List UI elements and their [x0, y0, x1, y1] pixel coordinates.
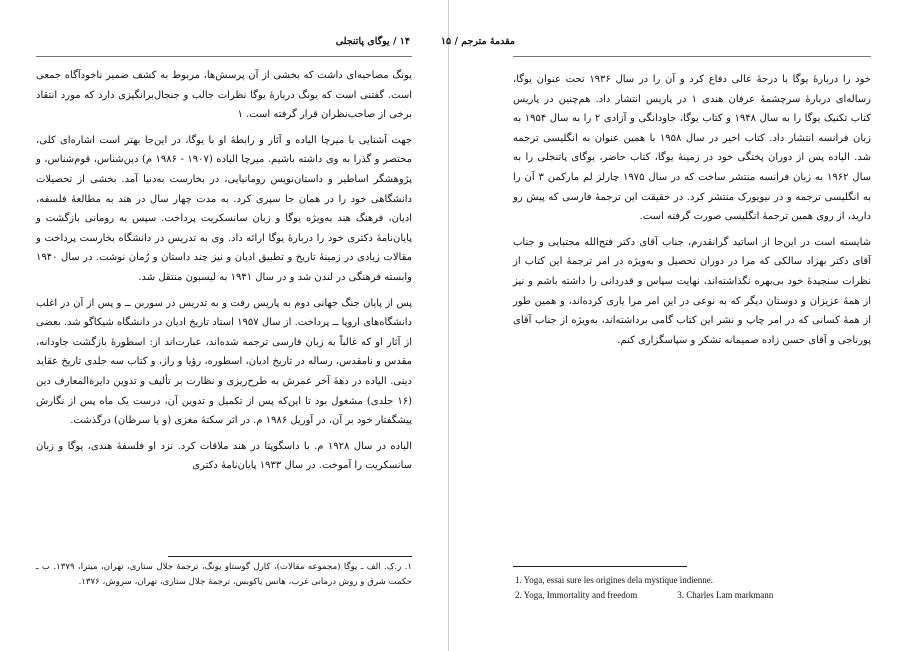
paragraph: خود را دربارهٔ یوگا با درجهٔ عالی دفاع کرد و آن را در سال ۱۹۳۶ تحت عنوان یوگا، رساله‌ای دربارهٔ سرچشمهٔ عرفان هندی ۱ در پاریس انتشار داد. هم‌چنین در پاریس کتاب تکنیک یوگا را به سال ۱۹۴۸ و کتاب یوگا، جاودانگی و آزادی ۲ را به سال ۱۹۵۴ به زبان فرانسه انتشار داد. کتاب اخیر در سال ۱۹۵۸ با همین عنوان به انگلیسی ترجمه شد. الیاده پس از دوران پختگی خود در زمینهٔ یوگا، کتاب حاضر، یوگای پاتنجلی را به سال ۱۹۶۲ به زبان فرانسه منتشر ساخت که در سال ۱۹۷۵ چارلز لم مارکمن ۳ آن را به انگلیسی ترجمه و در نیویورک منتشر کرد. در حقیقت این ترجمهٔ فارسی که پیش رو دارید، از روی همین ترجمهٔ انگلیسی صورت گرفته است. [513, 74, 872, 223]
header-rule [513, 56, 871, 57]
paragraph: الیاده در سال ۱۹۲۸ م. با داسگوپتا در هند ملاقات کرد. نزد او فلسفهٔ هندی، یوگا و زبان سانسکریت را آموخت. در سال ۱۹۳۳ پایان‌نامهٔ دکتری [36, 440, 413, 472]
page-header: ۱۴ / یوگای پاتنجلی [335, 36, 410, 47]
footnotes [515, 573, 855, 603]
paragraph: شایسته است در این‌جا از اساتید گرانقدرم، جناب آقای دکتر فتح‌الله مجتبایی و جناب آقای دکتر بهزاد سالکی که مرا در دوران تحصیل و به‌ویژه در امر ترجمهٔ این کتاب از نظرات سنجیدهٔ خود بی‌بهره نگذاشته‌اند، نهایت سپاس و قدردانی را داشته باشم و نیز از همهٔ عزیزان و دوستان دیگر که به نوعی در این امر مرا یاری کرده‌اند، و همین طور از همهٔ کسانی که در امر چاپ و نشر این کتاب گامی برداشته‌اند، به‌ویژه از جناب آقای پورناجی و آقای حسن زاده صمیمانه تشکر و سپاسگزاری کنم. [513, 236, 871, 346]
footnote: 3. Charles Lam markmann [677, 590, 774, 600]
footnote: 2. Yoga, Immortality and freedom [515, 590, 638, 600]
header-rule [36, 56, 412, 57]
page-header: مقدمهٔ مترجم / ۱۵ [440, 36, 515, 47]
paragraph: یونگ مصاحبه‌ای داشت که بخشی از آن پرسش‌ها، مربوط به کشف ضمیر ناخودآگاه جمعی است. گفتنی است که یونگ دربارهٔ یوگا نظرات جالب و جنجال‌برانگیزی دارد که مورد انتقاد برخی از صاحب‌نظران قرار گرفته است. ۱ [36, 70, 412, 121]
body-text [36, 66, 412, 482]
left-page [0, 0, 448, 651]
body-text [513, 70, 871, 356]
footnote: ۱. ر.ک. الف ـ یوگا (مجموعه مقالات)، کارل گوستاو یونگ، ترجمهٔ جلال ستاری، تهران، میترا، ۱۳۷۹. ب ـ حکمت شرق و روش درمانی غرب، هانس یاکوبس، ترجمهٔ جلال ستاری، تهران، سروش، ۱۳۷۶. [36, 562, 413, 587]
paragraph: پس از پایان جنگ جهانی دوم به پاریس رفت و به تدریس در سوربن ــ و پس از آن در اغلب دانشگاه‌های اروپا ــ پرداخت. از سال ۱۹۵۷ استاد تاریخ ادیان در دانشگاه شیکاگو شد. بعضی از آثار او که غالباً به زبان فارسی ترجمه شده‌اند، عبارت‌اند از: اسطورهٔ بازگشت جاودانه، مقدس و نامقدس، رساله در تاریخ ادیان، اسطوره، رؤیا و راز، و کتاب سه جلدی تاریخ عقاید دینی. الیاده در دههٔ آخر عمرش به طرح‌ریزی و نظارت بر تألیف و تدوین دایرةالمعارف دین (۱۶ جلدی) مشغول بود تا این‌که پس از تکمیل و تدوین آن، درست یک ماه پس از نگارش پیشگفتار خود بر آن، در آوریل ۱۹۸۶ م. در اثر سکتهٔ مغزی (و یا سرطان) درگذشت. [36, 297, 412, 427]
footnote-row [515, 588, 855, 603]
footnote: 1. Yoga, essai sure les origines dela mystique indienne. [515, 575, 713, 585]
footnote-rule [168, 556, 412, 557]
right-page [440, 0, 897, 651]
footnote-rule [513, 566, 687, 567]
paragraph: جهت آشنایی با میرچا الیاده و آثار و رابطهٔ او با یوگا، در این‌جا بهتر است اشاره‌ای کلی، مختصر و گذرا به وی داشته باشیم. میرچا الیاده (۱۹۰۷ - ۱۹۸۶ م) دین‌شناس، قوم‌شناس، و پژوهشگر اساطیر و داستان‌نویس رومانیایی، در بخارست به‌دنیا آمد. بخشی از تحصیلات دانشگاهی خود را در همان جا سپری کرد. به مدت چهار سال در هند به مطالعهٔ فلسفه، ادیان، فرهنگ هند به‌ویژه یوگا و زبان سانسکریت پرداخت. سپس به رومانی بازگشت و پایان‌نامهٔ دکتری خود را دربارهٔ یوگا ارائه داد. وی به تدریس در دانشگاه بخارست پرداخت و مقالات زیادی در زمینهٔ تاریخ و تطبیق ادیان و نیز چند داستان و رُمان نوشت. در سال ۱۹۴۰ وابسته فرهنگی در لندن شد و در سال ۱۹۴۱ به لیسبون منتقل شد. [36, 134, 413, 283]
